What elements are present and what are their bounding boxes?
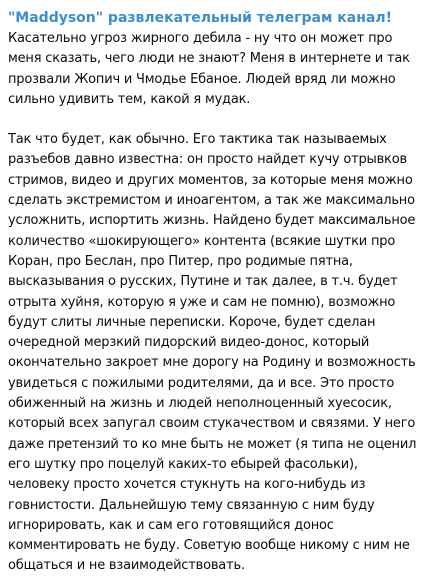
message-paragraph-2: Так что будет, как обычно. Его тактика так называемых разъебов давно известна: он просто найдет кучу отрывков стримов, видео и других моментов, за которые меня можно сделать экстремистом и иноагентом, а так же максимально усложнить, испортить жизнь. Найдено будет максимальное количество «шокирующего» контента (всякие шутки про Коран, про Беслан, про Питер, про родимые пятна, высказывания о русских, Путине и так далее, в т.ч. будет отрыта хуйня, которую я уже и сам не помню), возможно будут слиты личные переписки. Короче, будет сделан очередной мерзкий пидорский видео-донос, который окончательно закроет мне дорогу на Родину и возможность увидеться с пожилыми родителями, да и все. Это просто обиженный на жизнь и людей неполноценный хуесосик, который всех запугал своим стукачеством и связями. У него даже претензий то ко мне быть не может (я типа не оценил его шутку про поцелуй каких-то ебырей фасольки), человеку просто хочется стукнуть на кого-нибудь из говнистости. Дальнейшую тему связанную с ним буду игнорировать, как и сам его готовящийся донос комментировать не буду. Советую вообще никому с ним не общаться и не взаимодействовать. xyxy=(8,132,417,574)
message-paragraph-1: Касательно угроз жирного дебила - ну что он может про меня сказать, чего люди не знают? Меня в интернете и так прозвали Жопич и Чмодье Ебаное. Людей вряд ли можно сильно удивить тем, какой я мудак. xyxy=(8,31,410,107)
channel-name-link[interactable]: "Maddyson" развлекательный телеграм канал! xyxy=(8,10,392,26)
